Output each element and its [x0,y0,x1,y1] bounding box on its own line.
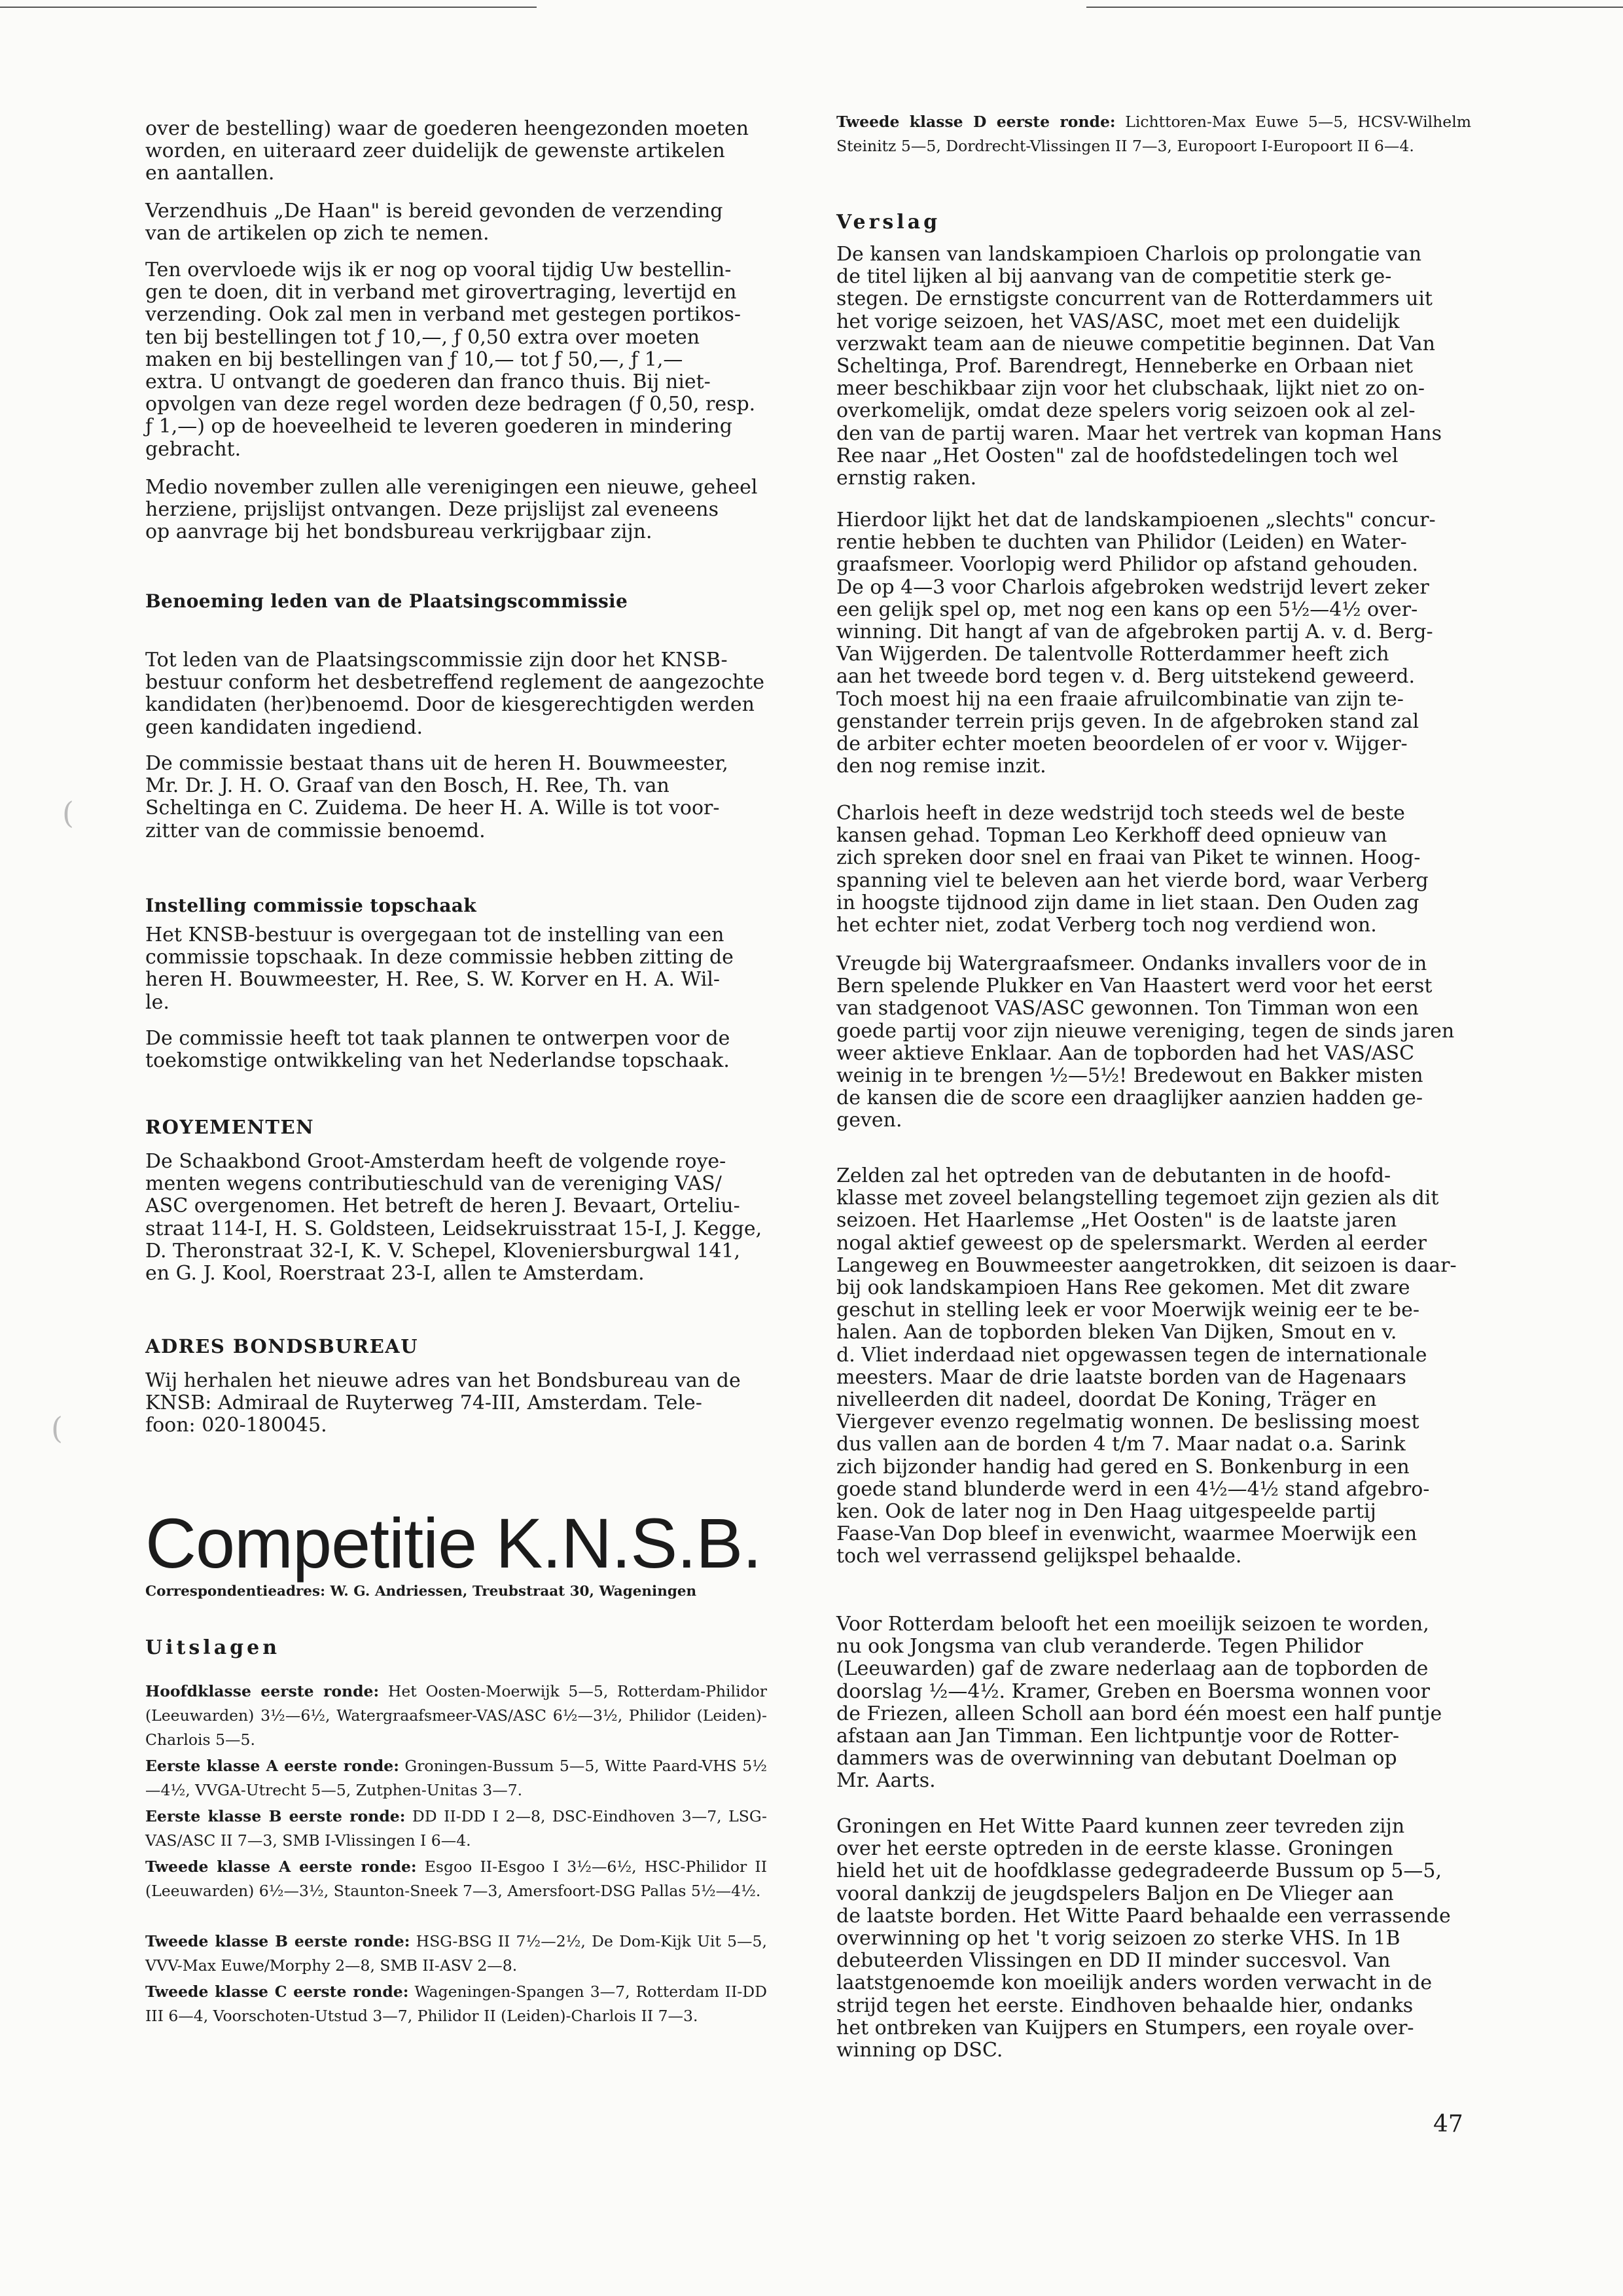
section-title: Competitie K.N.S.B. [145,1503,762,1583]
result-text: Esgoo II-Esgoo I 3½—6½, HSC-Philidor II (Leeuwarden) 6½—3½, Staunton-Sneek 7—3, Amersfoort-DSG Pallas 5½—4½. [145,1857,767,1900]
top-rule-left [0,7,537,8]
paragraph: Wij herhalen het nieuwe adres van het Bondsbureau van de KNSB: Admiraal de Ruyterweg 74-III, Amsterdam. Tele- foon: 020-180045. [145,1369,741,1437]
paragraph: Ten overvloede wijs ik er nog op vooral tijdig Uw bestellin- gen te doen, dit in verband met girovertraging, levertijd en verzending. Ook zal men in verband met gestegen portikos- ten bij bestellingen tot ƒ 10,—, ƒ 0,50 extra over moeten maken en bij bestellingen van ƒ 10,— tot ƒ 50,—, ƒ 1,— extra. U ontvangt de goederen dan franco thuis. Bij niet- opvolgen van deze regel worden deze bedragen (ƒ 0,50, resp. ƒ 1,—) op de hoeveelheid te leveren goederen in mindering gebracht. [145,259,756,461]
paragraph: Charlois heeft in deze wedstrijd toch steeds wel de beste kansen gehad. Topman Leo Kerkhoff deed opnieuw van zich spreken door snel en fraai van Piket te winnen. Hoog- spanning viel te beleven aan het vierde bord, waar Verberg in hoogste tijdnood zijn dame in liet staan. Den Ouden zag het echter niet, zodat Verberg toch nog verdiend won. [836,802,1429,937]
heading-uitslagen: Uitslagen [145,1636,281,1659]
paragraph: De commissie bestaat thans uit de heren H. Bouwmeester, Mr. Dr. J. H. O. Graaf van den Bosch, H. Ree, Th. van Scheltinga en C. Zuidema. De heer H. A. Wille is tot voor- zitter van de commissie benoemd. [145,752,728,842]
heading-instelling: Instelling commissie topschaak [145,895,476,916]
result-text: DD II-DD I 2—8, DSC-Eindhoven 3—7, LSG-VAS/ASC II 7—3, SMB I-Vlissingen I 6—4. [145,1807,767,1850]
result-text: HSG-BSG II 7½—2½, De Dom-Kijk Uit 5—5, VVV-Max Euwe/Morphy 2—8, SMB II-ASV 2—8. [145,1932,767,1975]
result-entry [145,1980,767,2028]
heading-adres: ADRES BONDSBUREAU [145,1335,419,1357]
paragraph: Zelden zal het optreden van de debutanten in de hoofd- klasse met zoveel belangstelling tegemoet zijn gezien als dit seizoen. Het Haarlemse „Het Oosten" is de laatste jaren nogal aktief geweest op de spelersmarkt. Werden al eerder Langeweg en Bouwmeester aangetrokken, dit seizoen is daar- bij ook landskampioen Hans Ree gekomen. Met dit zware geschut in stelling leek er voor Moerwijk weinig eer te be- halen. Aan de topborden bleken Van Dijken, Smout en v. d. Vliet inderdaad niet opgewassen tegen de internationale meesters. Maar de drie laatste borden van de Hagenaars nivelleerden dit nadeel, doordat De Koning, Träger en Viergever evenzo regelmatig wonnen. De beslissing moest dus vallen aan de borden 4 t/m 7. Maar nadat o.a. Sarink zich bijzonder handig had gered en S. Bonkenburg in een goede stand blunderde werd in een 4½—4½ stand afgebro- ken. Ook de later nog in Den Haag uitgespeelde partij Faase-Van Dop bleef in evenwicht, waarmee Moerwijk een toch wel verrassend gelijkspel behaalde. [836,1164,1457,1568]
result-text: Het Oosten-Moerwijk 5—5, Rotterdam-Philidor (Leeuwarden) 3½—6½, Watergraafsmeer-VAS/ASC 6½—3½, Philidor (Leiden)-Charlois 5—5. [145,1682,768,1749]
heading-benoeming: Benoeming leden van de Plaatsingscommissie [145,590,628,612]
paragraph: Hierdoor lijkt het dat de landskampioenen „slechts" concur- rentie hebben te duchten van Philidor (Leiden) en Water- graafsmeer. Voorlopig werd Philidor op afstand gehouden. De op 4—3 voor Charlois afgebroken wedstrijd levert zeker een gelijk spel op, met nog een kans op een 5½—4½ over- winning. Dit hangt af van de afgebroken partij A. v. d. Berg- Van Wijgerden. De talentvolle Rotterdammer heeft zich aan het tweede bord tegen v. d. Berg uitstekend geweerd. Toch moest hij na een fraaie afruilcombinatie van zijn te- genstander terrein prijs geven. In de afgebroken stand zal de arbiter echter moeten beoordelen of er voor v. Wijger- den nog remise inzit. [836,509,1436,778]
paragraph: Verzendhuis „De Haan" is bereid gevonden de verzending van de artikelen op zich te nemen. [145,200,723,245]
paragraph: Groningen en Het Witte Paard kunnen zeer tevreden zijn over het eerste optreden in de eerste klasse. Groningen hield het uit de hoofdklasse gedegradeerde Bussum op 5—5, vooral dankzij de jeugdspelers Baljon en De Vlieger aan de laatste borden. Het Witte Paard behaalde een verrassende overwinning op het 't vorig seizoen zo sterke VHS. In 1B debuteerden Vlissingen en DD II minder succesvol. Van laatstgenoemde kon moeilijk anders worden verwacht in de strijd tegen het eerste. Eindhoven behaalde hier, ondanks het ontbreken van Kuijpers en Stumpers, een royale over- winning op DSC. [836,1815,1451,2062]
result-text: Groningen-Bussum 5—5, Witte Paard-VHS 5½—4½, VVGA-Utrecht 5—5, Zutphen-Unitas 3—7. [145,1757,767,1799]
top-rule-right [1086,7,1623,8]
heading-verslag: Verslag [836,211,941,234]
paragraph: Vreugde bij Watergraafsmeer. Ondanks invallers voor de in Bern spelende Plukker en Van Haastert werd voor het eerst van stadgenoot VAS/ASC gewonnen. Ton Timman won een goede partij voor zijn nieuwe vereniging, tegen de sinds jaren weer aktieve Enklaar. Aan de topborden had het VAS/ASC weinig in te brengen ½—5½! Bredewout en Bakker misten de kansen die de score een draaglijker aanzien hadden ge- geven. [836,952,1455,1132]
result-label: Eerste klasse A eerste ronde: [145,1757,399,1775]
result-entry [836,110,1471,158]
result-entry [145,1855,767,1903]
paragraph: De commissie heeft tot taak plannen te ontwerpen voor de toekomstige ontwikkeling van het Nederlandse topschaak. [145,1027,730,1073]
result-entry [145,1754,767,1803]
result-label: Tweede klasse B eerste ronde: [145,1932,410,1950]
result-label: Eerste klasse B eerste ronde: [145,1807,406,1825]
result-label: Tweede klasse A eerste ronde: [145,1857,417,1876]
result-entry [145,1679,767,1752]
result-entry [145,1804,767,1853]
result-text: Wageningen-Spangen 3—7, Rotterdam II-DD III 6—4, Voorschoten-Utstud 3—7, Philidor II (Leiden)-Charlois II 7—3. [145,1982,767,2025]
paragraph: over de bestelling) waar de goederen heengezonden moeten worden, en uiteraard zeer duidelijk de gewenste artikelen en aantallen. [145,117,749,185]
result-label: Tweede klasse C eerste ronde: [145,1982,409,2001]
paragraph: De kansen van landskampioen Charlois op prolongatie van de titel lijken al bij aanvang van de competitie sterk ge- stegen. De ernstigste concurrent van de Rotterdammers uit het vorige seizoen, het VAS/ASC, moet met een duidelijk verzwakt team aan de nieuwe competitie beginnen. Dat Van Scheltinga, Prof. Barendregt, Henneberke en Orbaan niet meer beschikbaar zijn voor het clubschaak, lijkt niet zo on- overkomelijk, omdat deze spelers vorig seizoen ook al zel- den van de partij waren. Maar het vertrek van kopman Hans Ree naar „Het Oosten" zal de hoofdstedelingen toch wel ernstig raken. [836,243,1442,490]
correspondence-address: Correspondentieadres: W. G. Andriessen, Treubstraat 30, Wageningen [145,1583,697,1600]
heading-royementen: ROYEMENTEN [145,1116,315,1138]
result-text: Lichttoren-Max Euwe 5—5, HCSV-Wilhelm Steinitz 5—5, Dordrecht-Vlissingen II 7—3, Europoort I-Europoort II 6—4. [836,113,1471,155]
result-label: Hoofdklasse eerste ronde: [145,1682,380,1700]
page-number: 47 [1433,2111,1463,2138]
margin-mark: ( [51,1410,63,1446]
result-label: Tweede klasse D eerste ronde: [836,113,1116,131]
paragraph: Medio november zullen alle verenigingen een nieuwe, geheel herziene, prijslijst ontvangen. Deze prijslijst zal eveneens op aanvrage bij het bondsbureau verkrijgbaar zijn. [145,476,758,544]
paragraph: De Schaakbond Groot-Amsterdam heeft de volgende roye- menten wegens contributieschuld van de vereniging VAS/ ASC overgenomen. Het betreft de heren J. Bevaart, Orteliu- straat 114-I, H. S. Goldsteen, Leidsekruisstraat 15-I, J. Kegge, D. Theronstraat 32-I, K. V. Schepel, Kloveniersburgwal 141, en G. J. Kool, Roerstraat 23-I, allen te Amsterdam. [145,1150,762,1285]
paragraph: Tot leden van de Plaatsingscommissie zijn door het KNSB- bestuur conform het desbetreffend reglement de aangezochte kandidaten (her)benoemd. Door de kiesgerechtigden werden geen kandidaten ingediend. [145,649,764,739]
paragraph: Voor Rotterdam belooft het een moeilijk seizoen te worden, nu ook Jongsma van club veranderde. Tegen Philidor (Leeuwarden) gaf de zware nederlaag aan de topborden de doorslag ½—4½. Kramer, Greben en Boersma wonnen voor de Friezen, alleen Scholl aan bord één moest een half puntje afstaan aan Jan Timman. Een lichtpuntje voor de Rotter- dammers was de overwinning van debutant Doelman op Mr. Aarts. [836,1613,1442,1793]
margin-mark: ( [62,795,74,831]
result-entry [145,1929,767,1978]
paragraph: Het KNSB-bestuur is overgegaan tot de instelling van een commissie topschaak. In deze commissie hebben zitting de heren H. Bouwmeester, H. Ree, S. W. Korver en H. A. Wil- le. [145,924,734,1014]
